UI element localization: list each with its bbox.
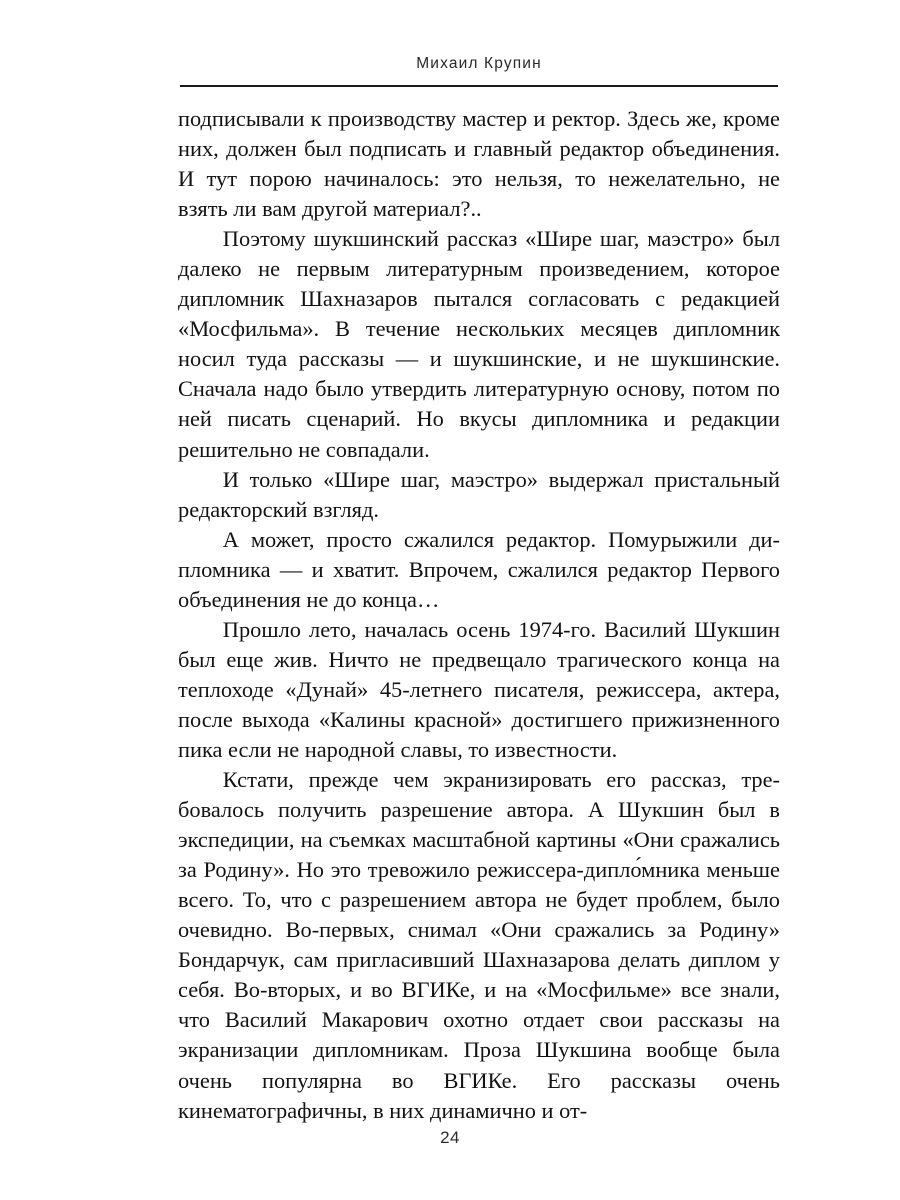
paragraph: Поэтому шукшинский рассказ «Шире шаг, маэстро» был далеко не первым литературным произведением, которое дипломник Шахназаров пытался согласовать с редакцией «Мосфильма». В течение нескольких месяцев дипломник носил туда рассказы — и шукшинские, и не шукшинские. Сначала надо было утвердить литературную основу, потом по ней писать сценарий. Но вкусы дипломника и редакции решительно не совпадали. bbox=[178, 226, 780, 462]
paragraph: подписывали к производству мастер и ректор. Здесь же, кроме них, должен был подписать и главный редактор объединения. И тут порою начиналось: это нельзя, то нежелательно, не взять ли вам другой материал?.. bbox=[178, 106, 780, 222]
running-head bbox=[180, 54, 778, 80]
paragraph: А может, просто сжалился редактор. Помурыжили дипломника — и хватит. Впрочем, сжалился редактор Первого объединения не до конца… bbox=[178, 526, 780, 612]
paragraph: Кстати, прежде чем экранизировать его рассказ, требовалось получить разрешение автора. А Шукшин был в экспедиции, на съемках масштабной картины «Они сражались за Родину». Но это тревожило режиссера-дипло́мника меньше всего. То, что с разрешением автора не будет проблем, было очевидно. Во-первых, снимал «Они сражались за Родину» Бондарчук, сам пригласивший Шахназарова делать диплом у себя. Во-вторых, и во ВГИКе, и на «Мосфильме» все знали, что Василий Макарович охотно отдает свои рассказы на экранизации дипломникам. Проза Шукшина вообще была очень популярна во ВГИКе. Его рассказы очень кинематографичны, в них динамично и от- bbox=[178, 767, 780, 1123]
folio bbox=[0, 1128, 900, 1148]
paragraph: И только «Шире шаг, маэстро» выдержал пристальный редакторский взгляд. bbox=[178, 466, 780, 522]
paragraph: Прошло лето, началась осень 1974-го. Василий Шукшин был еще жив. Ничто не предвещало трагического конца на теплоходе «Дунай» 45-летнего писателя, режиссера, актера, после выхода «Калины красной» достигшего прижизненного пика если не народной славы, то известности. bbox=[178, 616, 780, 762]
body-text-block bbox=[178, 104, 780, 1126]
running-head-author: Михаил Крупин bbox=[416, 55, 542, 72]
header-rule-divider bbox=[180, 85, 778, 87]
page-number: 24 bbox=[440, 1128, 460, 1147]
